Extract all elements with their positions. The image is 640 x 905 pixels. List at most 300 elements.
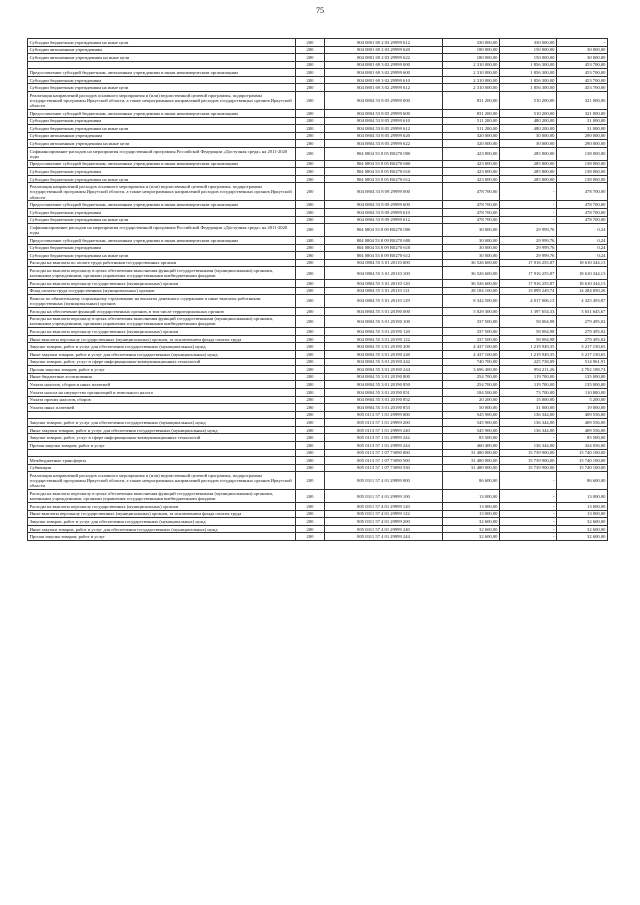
table-row bbox=[28, 373, 608, 381]
line-code-cell: 200 bbox=[296, 110, 325, 118]
line-code-cell: 200 bbox=[296, 267, 325, 280]
expense-name-cell: Субсидии бюджетным учреждениям bbox=[28, 117, 296, 125]
expense-name-cell: Закупка товаров, работ и услуг для обеспечения государственных (муниципальных) нужд bbox=[28, 518, 296, 526]
approved-amount-cell: 423 800,00 bbox=[443, 160, 500, 168]
expense-name-cell: Взносы по обязательному социальному страхованию на выплаты денежного содержания и иные выплаты работникам государственных (муниципальных) органов bbox=[28, 295, 296, 308]
budget-code-cell: 804 0804 55 3 01 20110 121 bbox=[325, 287, 443, 295]
table-row bbox=[28, 46, 608, 54]
budget-code-cell: 804 0804 53 8 05 29999 612 bbox=[325, 125, 443, 133]
expense-name-cell: Закупка товаров, работ, услуг в сфере информационно-коммуникационных технологий bbox=[28, 358, 296, 366]
budget-code-cell: 805 0113 57 1 01 29999 240 bbox=[325, 426, 443, 434]
expense-name-cell: Иные закупки товаров, работ и услуг для обеспечения государственных (муниципальных) нужд bbox=[28, 525, 296, 533]
unexecuted-amount-cell: 14 284 850,26 bbox=[557, 287, 608, 295]
unexecuted-amount-cell: 0,24 bbox=[557, 252, 608, 260]
unexecuted-amount-cell: 18 610 344,13 bbox=[557, 280, 608, 288]
table-row bbox=[28, 328, 608, 336]
unexecuted-amount-cell: 453 700,00 bbox=[557, 69, 608, 77]
budget-code-cell: 805 0311 57 4 01 29999 200 bbox=[325, 518, 443, 526]
table-row bbox=[28, 449, 608, 457]
budget-code-cell: 805 0311 57 4 01 29999 240 bbox=[325, 525, 443, 533]
executed-amount-cell: 285 800,00 bbox=[500, 160, 557, 168]
budget-code-cell: 804 0804 55 3 01 20190 244 bbox=[325, 366, 443, 374]
budget-code-cell: 804 0804 53 8 05 R0270 610 bbox=[325, 168, 443, 176]
unexecuted-amount-cell: 279 495,02 bbox=[557, 335, 608, 343]
line-code-cell: 200 bbox=[296, 449, 325, 457]
expense-name-cell: Субсидии бюджетным учреждениям bbox=[28, 209, 296, 217]
expense-name-cell: Прочая закупка товаров, работ и услуг bbox=[28, 366, 296, 374]
executed-amount-cell: - bbox=[500, 216, 557, 224]
executed-amount-cell: 136 344,00 bbox=[500, 442, 557, 450]
executed-amount-cell: 15 739 900,00 bbox=[500, 449, 557, 457]
line-code-cell: 200 bbox=[296, 125, 325, 133]
table-row bbox=[28, 472, 608, 490]
unexecuted-amount-cell: 31 000,00 bbox=[557, 125, 608, 133]
approved-amount-cell: 5 029 300,00 bbox=[443, 307, 500, 315]
line-code-cell: 200 bbox=[296, 472, 325, 490]
unexecuted-amount-cell: 135 000,00 bbox=[557, 373, 608, 381]
expense-name-cell bbox=[28, 411, 296, 419]
budget-code-cell: 805 0113 57 1 01 29999 000 bbox=[325, 411, 443, 419]
line-code-cell: 200 bbox=[296, 252, 325, 260]
expense-name-cell: Уплата иных платежей bbox=[28, 404, 296, 412]
budget-code-cell: 804 0804 55 3 01 20190 800 bbox=[325, 373, 443, 381]
approved-amount-cell: 8 342 500,00 bbox=[443, 295, 500, 308]
approved-amount-cell: 423 800,00 bbox=[443, 175, 500, 183]
expense-name-cell: Расходы на выплаты персоналу в целях обеспечения выполнения функций государственными (муниципальными) органами, казенными учреждениями, органами управления государственными внебюджетными фондами bbox=[28, 267, 296, 280]
unexecuted-amount-cell: 30 000,00 bbox=[557, 46, 608, 54]
expense-name-cell: Иные выплаты персоналу государственных (муниципальных) органов, за исключением фонда оплаты труда bbox=[28, 510, 296, 518]
executed-amount-cell: 136 344,00 bbox=[500, 411, 557, 419]
line-code-cell: 200 bbox=[296, 201, 325, 209]
table-row bbox=[28, 244, 608, 252]
table-row bbox=[28, 39, 608, 47]
unexecuted-amount-cell: 3 217 150,65 bbox=[557, 351, 608, 359]
table-row bbox=[28, 125, 608, 133]
unexecuted-amount-cell: 18 610 344,13 bbox=[557, 267, 608, 280]
expense-name-cell: Расходы на выплаты персоналу государственных (муниципальных) органов bbox=[28, 328, 296, 336]
budget-code-cell: 804 0804 53 8 05 29999 620 bbox=[325, 132, 443, 140]
executed-amount-cell: 510 200,00 bbox=[500, 92, 557, 110]
unexecuted-amount-cell: 5 200,00 bbox=[557, 396, 608, 404]
approved-amount-cell: 180 000,00 bbox=[443, 46, 500, 54]
unexecuted-amount-cell: 279 495,02 bbox=[557, 328, 608, 336]
expense-name-cell: Субсидии автономным учреждениям bbox=[28, 46, 296, 54]
budget-execution-table bbox=[27, 38, 608, 541]
line-code-cell: 200 bbox=[296, 434, 325, 442]
unexecuted-amount-cell: 15 740 100,00 bbox=[557, 449, 608, 457]
budget-code-cell: 804 0804 53 8 05 R0270 600 bbox=[325, 160, 443, 168]
table-row bbox=[28, 168, 608, 176]
table-row bbox=[28, 335, 608, 343]
unexecuted-amount-cell: 0,24 bbox=[557, 224, 608, 237]
executed-amount-cell: 1 856 300,00 bbox=[500, 76, 557, 84]
unexecuted-amount-cell: 478 700,00 bbox=[557, 209, 608, 217]
expense-name-cell: Расходы на выплаты персоналу в целях обеспечения выполнения функций государственными (муниципальными) органами, казенными учреждениями, органами управления государственными внебюджетными фондами bbox=[28, 490, 296, 503]
table-row bbox=[28, 396, 608, 404]
line-code-cell: 200 bbox=[296, 295, 325, 308]
executed-amount-cell: 58 004,98 bbox=[500, 335, 557, 343]
executed-amount-cell: 285 800,00 bbox=[500, 147, 557, 160]
line-code-cell: 200 bbox=[296, 426, 325, 434]
approved-amount-cell: 330 000,00 bbox=[443, 39, 500, 47]
approved-amount-cell: 13 000,00 bbox=[443, 503, 500, 511]
line-code-cell: 200 bbox=[296, 259, 325, 267]
unexecuted-amount-cell: 19 000,00 bbox=[557, 404, 608, 412]
executed-amount-cell: 150 000,00 bbox=[500, 54, 557, 62]
expense-name-cell: Субсидии автономным учреждениям на иные цели bbox=[28, 140, 296, 148]
approved-amount-cell: 86 600,00 bbox=[443, 472, 500, 490]
approved-amount-cell: 831 200,00 bbox=[443, 92, 500, 110]
approved-amount-cell: 30 000,00 bbox=[443, 252, 500, 260]
approved-amount-cell: 30 000,00 bbox=[443, 244, 500, 252]
table-row bbox=[28, 419, 608, 427]
approved-amount-cell: 20 200,00 bbox=[443, 396, 500, 404]
line-code-cell: 200 bbox=[296, 117, 325, 125]
executed-amount-cell: - bbox=[500, 490, 557, 503]
table-row bbox=[28, 132, 608, 140]
executed-amount-cell: 480 200,00 bbox=[500, 117, 557, 125]
line-code-cell: 200 bbox=[296, 388, 325, 396]
executed-amount-cell: - bbox=[500, 183, 557, 201]
approved-amount-cell: 50 000,00 bbox=[443, 404, 500, 412]
unexecuted-amount-cell: 32 600,00 bbox=[557, 525, 608, 533]
expense-name-cell: Софинансирование расходов на мероприятия государственной программы Российской Федерации «Доступная среда» на 2011-2020 годы bbox=[28, 147, 296, 160]
unexecuted-amount-cell: 453 700,00 bbox=[557, 61, 608, 69]
executed-amount-cell: 17 916 255,87 bbox=[500, 280, 557, 288]
approved-amount-cell: 254 700,00 bbox=[443, 373, 500, 381]
budget-code-cell: 804 0804 55 3 01 20190 100 bbox=[325, 315, 443, 328]
budget-code-cell: 804 0804 53 8 05 29999 600 bbox=[325, 110, 443, 118]
line-code-cell: 200 bbox=[296, 140, 325, 148]
approved-amount-cell: 2 310 000,00 bbox=[443, 61, 500, 69]
executed-amount-cell: 1 856 300,00 bbox=[500, 84, 557, 92]
approved-amount-cell: 180 000,00 bbox=[443, 54, 500, 62]
table-row bbox=[28, 160, 608, 168]
budget-code-cell: 804 0804 55 3 01 20110 120 bbox=[325, 280, 443, 288]
executed-amount-cell: 225 738,09 bbox=[500, 358, 557, 366]
table-row bbox=[28, 69, 608, 77]
table-row bbox=[28, 404, 608, 412]
budget-code-cell: 804 0804 55 3 01 20190 852 bbox=[325, 396, 443, 404]
table-row bbox=[28, 224, 608, 237]
expense-name-cell: Софинансирование расходов на мероприятия государственной программы Российской Федерации «Доступная среда» на 2011-2020 годы bbox=[28, 224, 296, 237]
line-code-cell: 200 bbox=[296, 69, 325, 77]
budget-code-cell: 804 0804 53 8 09 29999 600 bbox=[325, 201, 443, 209]
expense-name-cell: Предоставление субсидий бюджетным, автономным учреждениям и иным некоммерческим организациям bbox=[28, 236, 296, 244]
approved-amount-cell: 31 480 000,00 bbox=[443, 449, 500, 457]
unexecuted-amount-cell: 453 700,00 bbox=[557, 84, 608, 92]
executed-amount-cell: 29 999,76 bbox=[500, 252, 557, 260]
table-row bbox=[28, 280, 608, 288]
approved-amount-cell: 31 480 000,00 bbox=[443, 457, 500, 465]
table-body bbox=[28, 39, 608, 541]
unexecuted-amount-cell: 453 700,00 bbox=[557, 76, 608, 84]
approved-amount-cell: 545 900,00 bbox=[443, 411, 500, 419]
unexecuted-amount-cell: 138 000,00 bbox=[557, 160, 608, 168]
budget-code-cell: 805 0311 57 4 01 29999 000 bbox=[325, 472, 443, 490]
table-row bbox=[28, 175, 608, 183]
table-row bbox=[28, 252, 608, 260]
line-code-cell: 200 bbox=[296, 147, 325, 160]
line-code-cell: 200 bbox=[296, 132, 325, 140]
table-row bbox=[28, 110, 608, 118]
unexecuted-amount-cell: 478 700,00 bbox=[557, 183, 608, 201]
approved-amount-cell: 32 600,00 bbox=[443, 525, 500, 533]
unexecuted-amount-cell: 321 000,00 bbox=[557, 92, 608, 110]
budget-code-cell: 805 0311 57 4 01 29999 100 bbox=[325, 490, 443, 503]
executed-amount-cell: 17 916 255,87 bbox=[500, 267, 557, 280]
unexecuted-amount-cell: 2 702 188,74 bbox=[557, 366, 608, 374]
table-row bbox=[28, 216, 608, 224]
unexecuted-amount-cell: 321 000,00 bbox=[557, 110, 608, 118]
executed-amount-cell: 15 000,00 bbox=[500, 396, 557, 404]
budget-code-cell: 804 0804 53 8 09 29999 610 bbox=[325, 209, 443, 217]
table-row bbox=[28, 457, 608, 465]
table-row bbox=[28, 434, 608, 442]
expense-name-cell: Субвенции bbox=[28, 464, 296, 472]
expense-name-cell: Реализация направлений расходов основного мероприятия и (или) ведомственной целевой программы, подпрограммы государственной программы Иркутской области, а также непрограммных направлений расходов государственных органов Иркутской области bbox=[28, 183, 296, 201]
approved-amount-cell: 36 526 600,00 bbox=[443, 267, 500, 280]
approved-amount-cell: 2 310 000,00 bbox=[443, 69, 500, 77]
line-code-cell: 200 bbox=[296, 518, 325, 526]
expense-name-cell: Иные закупки товаров, работ и услуг для обеспечения государственных (муниципальных) нужд bbox=[28, 426, 296, 434]
executed-amount-cell: 150 000,00 bbox=[500, 46, 557, 54]
line-code-cell: 200 bbox=[296, 464, 325, 472]
unexecuted-amount-cell: 279 495,02 bbox=[557, 315, 608, 328]
page-number: 75 bbox=[316, 6, 324, 15]
line-code-cell: 200 bbox=[296, 46, 325, 54]
approved-amount-cell: 337 500,00 bbox=[443, 315, 500, 328]
unexecuted-amount-cell: 13 000,00 bbox=[557, 510, 608, 518]
table-row bbox=[28, 92, 608, 110]
executed-amount-cell: 480 200,00 bbox=[500, 125, 557, 133]
unexecuted-amount-cell: 3 631 645,67 bbox=[557, 307, 608, 315]
approved-amount-cell: 32 600,00 bbox=[443, 518, 500, 526]
expense-name-cell: Предоставление субсидий бюджетным, автономным учреждениям и иным некоммерческим организациям bbox=[28, 69, 296, 77]
approved-amount-cell: 28 184 100,00 bbox=[443, 287, 500, 295]
budget-code-cell: 804 0804 55 3 01 20190 120 bbox=[325, 328, 443, 336]
table-row bbox=[28, 54, 608, 62]
budget-code-cell: 804 0804 55 3 01 20190 853 bbox=[325, 404, 443, 412]
expense-name-cell: Иные бюджетные ассигнования bbox=[28, 373, 296, 381]
table-row bbox=[28, 464, 608, 472]
line-code-cell: 200 bbox=[296, 335, 325, 343]
expense-name-cell: Прочая закупка товаров, работ и услуг bbox=[28, 533, 296, 541]
expense-name-cell bbox=[28, 61, 296, 69]
executed-amount-cell: 1 219 949,35 bbox=[500, 351, 557, 359]
table-row bbox=[28, 503, 608, 511]
budget-code-cell: 805 0311 57 4 01 29999 122 bbox=[325, 510, 443, 518]
unexecuted-amount-cell: 13 000,00 bbox=[557, 503, 608, 511]
line-code-cell: 200 bbox=[296, 160, 325, 168]
line-code-cell: 200 bbox=[296, 39, 325, 47]
table-row bbox=[28, 358, 608, 366]
expense-name-cell: Субсидии бюджетным учреждениям на иные цели bbox=[28, 84, 296, 92]
expense-name-cell: Предоставление субсидий бюджетным, автономным учреждениям и иным некоммерческим организациям bbox=[28, 201, 296, 209]
executed-amount-cell: 285 800,00 bbox=[500, 168, 557, 176]
budget-code-cell: 805 0113 57 1 07 73090 530 bbox=[325, 464, 443, 472]
budget-code-cell: 804 0801 69 3 02 29999 000 bbox=[325, 61, 443, 69]
table-row bbox=[28, 267, 608, 280]
budget-code-cell: 805 0113 57 1 07 73090 000 bbox=[325, 449, 443, 457]
expense-name-cell: Субсидии бюджетным учреждениям bbox=[28, 244, 296, 252]
unexecuted-amount-cell: 290 000,00 bbox=[557, 140, 608, 148]
line-code-cell: 200 bbox=[296, 419, 325, 427]
executed-amount-cell: - bbox=[500, 209, 557, 217]
expense-name-cell: Расходы на выплаты по оплате труда работников государственных органов bbox=[28, 259, 296, 267]
approved-amount-cell: 36 526 600,00 bbox=[443, 280, 500, 288]
approved-amount-cell: 423 800,00 bbox=[443, 168, 500, 176]
unexecuted-amount-cell: 15 740 100,00 bbox=[557, 464, 608, 472]
line-code-cell: 200 bbox=[296, 328, 325, 336]
line-code-cell: 200 bbox=[296, 373, 325, 381]
executed-amount-cell: 29 999,76 bbox=[500, 244, 557, 252]
expense-name-cell: Фонд оплаты труда государственных (муниципальных) органов bbox=[28, 287, 296, 295]
approved-amount-cell: 545 900,00 bbox=[443, 419, 500, 427]
expense-name-cell: Предоставление субсидий бюджетным, автономным учреждениям и иным некоммерческим организациям bbox=[28, 160, 296, 168]
expense-name-cell: Субсидии бюджетным учреждениям на иные цели bbox=[28, 125, 296, 133]
executed-amount-cell: 15 739 900,00 bbox=[500, 457, 557, 465]
table-row bbox=[28, 287, 608, 295]
expense-name-cell: Закупка товаров, работ и услуг для обеспечения государственных (муниципальных) нужд bbox=[28, 343, 296, 351]
unexecuted-amount-cell: - bbox=[557, 39, 608, 47]
executed-amount-cell: - bbox=[500, 510, 557, 518]
table-row bbox=[28, 388, 608, 396]
line-code-cell: 200 bbox=[296, 533, 325, 541]
executed-amount-cell: - bbox=[500, 525, 557, 533]
expense-name-cell: Субсидии автономным учреждениям на иные цели bbox=[28, 54, 296, 62]
table-row bbox=[28, 76, 608, 84]
executed-amount-cell: 1 397 654,33 bbox=[500, 307, 557, 315]
table-row bbox=[28, 518, 608, 526]
table-row bbox=[28, 351, 608, 359]
budget-code-cell: 804 0804 55 3 01 20110 000 bbox=[325, 259, 443, 267]
budget-code-cell: 805 0113 57 1 07 73090 500 bbox=[325, 457, 443, 465]
approved-amount-cell: 30 000,00 bbox=[443, 224, 500, 237]
unexecuted-amount-cell: 478 700,00 bbox=[557, 216, 608, 224]
budget-code-cell: 804 0804 55 3 01 20190 242 bbox=[325, 358, 443, 366]
expense-name-cell: Расходы на выплаты персоналу в целях обеспечения выполнения функций государственными (муниципальными) органами, казенными учреждениями, органами управления государственными внебюджетными фондами bbox=[28, 315, 296, 328]
budget-code-cell: 804 0804 53 8 09 R0270 610 bbox=[325, 244, 443, 252]
line-code-cell: 200 bbox=[296, 175, 325, 183]
budget-code-cell: 804 0801 69 3 02 29999 610 bbox=[325, 76, 443, 84]
executed-amount-cell: 4 017 006,13 bbox=[500, 295, 557, 308]
table-row bbox=[28, 533, 608, 541]
unexecuted-amount-cell: 514 961,91 bbox=[557, 358, 608, 366]
approved-amount-cell: 3 696 400,00 bbox=[443, 366, 500, 374]
approved-amount-cell: 2 310 000,00 bbox=[443, 84, 500, 92]
executed-amount-cell: - bbox=[500, 518, 557, 526]
table-row bbox=[28, 442, 608, 450]
line-code-cell: 200 bbox=[296, 84, 325, 92]
expense-name-cell: Расходы на обеспечение функций государственных органов, в том числе территориальных органов bbox=[28, 307, 296, 315]
expense-name-cell: Реализация направлений расходов основного мероприятия и (или) ведомственной целевой программы, подпрограммы государственной программы Иркутской области, а также непрограммных направлений расходов государственных органов Иркутской области bbox=[28, 472, 296, 490]
unexecuted-amount-cell: 324 056,00 bbox=[557, 442, 608, 450]
unexecuted-amount-cell: 135 000,00 bbox=[557, 381, 608, 389]
line-code-cell: 200 bbox=[296, 510, 325, 518]
line-code-cell: 200 bbox=[296, 209, 325, 217]
approved-amount-cell: 337 500,00 bbox=[443, 328, 500, 336]
line-code-cell: 200 bbox=[296, 358, 325, 366]
budget-code-cell: 804 0804 55 3 01 20190 122 bbox=[325, 335, 443, 343]
executed-amount-cell: - bbox=[500, 201, 557, 209]
approved-amount-cell: 2 310 000,00 bbox=[443, 76, 500, 84]
line-code-cell: 200 bbox=[296, 442, 325, 450]
expense-name-cell: Субсидии бюджетным учреждениям bbox=[28, 76, 296, 84]
budget-code-cell: 804 0804 55 3 01 20110 129 bbox=[325, 295, 443, 308]
executed-amount-cell: - bbox=[500, 434, 557, 442]
approved-amount-cell: 13 000,00 bbox=[443, 490, 500, 503]
table-row bbox=[28, 366, 608, 374]
table-row bbox=[28, 236, 608, 244]
approved-amount-cell: 4 437 100,00 bbox=[443, 343, 500, 351]
unexecuted-amount-cell: 13 000,00 bbox=[557, 490, 608, 503]
line-code-cell: 200 bbox=[296, 404, 325, 412]
budget-code-cell: 804 0804 55 3 01 20190 850 bbox=[325, 381, 443, 389]
approved-amount-cell: 478 700,00 bbox=[443, 216, 500, 224]
expense-name-cell: Субсидии бюджетным учреждениям на иные цели bbox=[28, 216, 296, 224]
line-code-cell: 200 bbox=[296, 525, 325, 533]
approved-amount-cell: 36 526 600,00 bbox=[443, 259, 500, 267]
executed-amount-cell: 29 999,76 bbox=[500, 236, 557, 244]
line-code-cell: 200 bbox=[296, 411, 325, 419]
table-row bbox=[28, 259, 608, 267]
approved-amount-cell: 423 800,00 bbox=[443, 147, 500, 160]
unexecuted-amount-cell: 3 217 150,65 bbox=[557, 343, 608, 351]
table-row bbox=[28, 343, 608, 351]
approved-amount-cell: 4 437 100,00 bbox=[443, 351, 500, 359]
expense-name-cell: Субсидии бюджетным учреждениям на иные цели bbox=[28, 175, 296, 183]
line-code-cell: 200 bbox=[296, 54, 325, 62]
line-code-cell: 200 bbox=[296, 503, 325, 511]
line-code-cell: 200 bbox=[296, 216, 325, 224]
expense-name-cell: Уплата налога на имущество организаций и земельного налога bbox=[28, 388, 296, 396]
expense-name-cell: Прочая закупка товаров, работ и услуг bbox=[28, 442, 296, 450]
table-row bbox=[28, 201, 608, 209]
approved-amount-cell: 254 700,00 bbox=[443, 381, 500, 389]
table-row bbox=[28, 381, 608, 389]
table-row bbox=[28, 426, 608, 434]
table-row bbox=[28, 209, 608, 217]
unexecuted-amount-cell: 85 500,00 bbox=[557, 434, 608, 442]
unexecuted-amount-cell: 18 610 344,13 bbox=[557, 259, 608, 267]
unexecuted-amount-cell: 15 740 100,00 bbox=[557, 457, 608, 465]
budget-code-cell: 804 0804 55 3 01 20190 240 bbox=[325, 351, 443, 359]
approved-amount-cell: 478 700,00 bbox=[443, 209, 500, 217]
line-code-cell: 200 bbox=[296, 396, 325, 404]
expense-name-cell: Уплата прочих налогов, сборов bbox=[28, 396, 296, 404]
budget-code-cell: 805 0113 57 1 01 29999 242 bbox=[325, 434, 443, 442]
budget-code-cell: 804 0801 69 2 03 29999 612 bbox=[325, 39, 443, 47]
executed-amount-cell: 58 004,98 bbox=[500, 328, 557, 336]
unexecuted-amount-cell: 409 556,00 bbox=[557, 411, 608, 419]
expense-name-cell: Субсидии бюджетным учреждениям на иные цели bbox=[28, 252, 296, 260]
executed-amount-cell: 994 211,26 bbox=[500, 366, 557, 374]
line-code-cell: 200 bbox=[296, 183, 325, 201]
executed-amount-cell: 330 000,00 bbox=[500, 39, 557, 47]
budget-code-cell: 804 0804 53 8 05 29999 610 bbox=[325, 117, 443, 125]
budget-code-cell: 804 0804 53 8 05 29999 000 bbox=[325, 92, 443, 110]
unexecuted-amount-cell: 138 000,00 bbox=[557, 168, 608, 176]
approved-amount-cell: 13 000,00 bbox=[443, 510, 500, 518]
budget-code-cell: 804 0804 53 8 05 R0270 000 bbox=[325, 147, 443, 160]
budget-code-cell: 804 0804 55 3 01 20190 851 bbox=[325, 388, 443, 396]
unexecuted-amount-cell: 110 800,00 bbox=[557, 388, 608, 396]
executed-amount-cell: - bbox=[500, 472, 557, 490]
approved-amount-cell: 32 600,00 bbox=[443, 533, 500, 541]
executed-amount-cell: 136 344,00 bbox=[500, 426, 557, 434]
expense-name-cell: Расходы на выплаты персоналу государственных (муниципальных) органов bbox=[28, 503, 296, 511]
